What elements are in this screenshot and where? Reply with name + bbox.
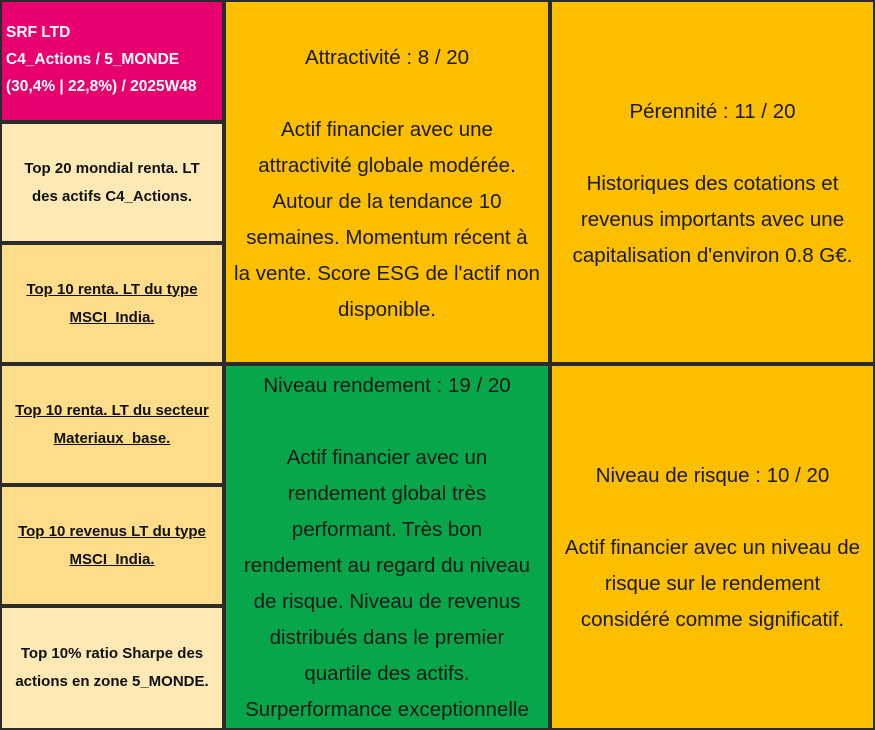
risque-text-line: considéré comme significatif. bbox=[580, 608, 845, 631]
panel-rendement bbox=[224, 364, 550, 730]
tag-line[interactable]: Materiaux_base. bbox=[53, 429, 171, 447]
risque-heading: Niveau de risque : 10 / 20 bbox=[595, 464, 830, 487]
rendement-text-line: rendement au regard du niveau bbox=[243, 554, 531, 577]
risque-text-line: Actif financier avec un niveau de bbox=[564, 536, 861, 559]
tag-line: des actifs C4_Actions. bbox=[31, 187, 193, 205]
rendement-text-line: rendement global très bbox=[287, 482, 487, 505]
tag-line[interactable]: MSCI_India. bbox=[69, 550, 155, 568]
risque-text-line: risque sur le rendement bbox=[604, 572, 821, 595]
tag-line[interactable]: MSCI_India. bbox=[69, 308, 155, 326]
attractivite-text-line: attractivité globale modérée. bbox=[258, 154, 516, 177]
rendement-text-line: performant. Très bon bbox=[291, 518, 483, 541]
attractivite-text-line: Actif financier avec une bbox=[281, 118, 493, 141]
rendement-heading: Niveau rendement : 19 / 20 bbox=[263, 374, 511, 397]
rendement-text-line: distribués dans le premier bbox=[269, 626, 505, 649]
attractivite-text-line: la vente. Score ESG de l'actif non bbox=[234, 262, 540, 285]
rendement-text-line: Actif financier avec un bbox=[286, 446, 488, 469]
tag-top10-secteur-link[interactable] bbox=[0, 364, 224, 485]
asset-category: C4_Actions / 5_MONDE bbox=[6, 51, 180, 68]
attractivite-text-line: semaines. Momentum récent à bbox=[246, 226, 528, 249]
perennite-text-line: Historiques des cotations et bbox=[586, 172, 839, 195]
tag-top10-revenus-link[interactable] bbox=[0, 485, 224, 606]
tag-line: actions en zone 5_MONDE. bbox=[15, 673, 209, 690]
panel-risque bbox=[550, 364, 875, 730]
tag-top10-type-link[interactable] bbox=[0, 243, 224, 364]
perennite-text-line: revenus importants avec une bbox=[580, 208, 845, 231]
perennite-heading: Pérennité : 11 / 20 bbox=[629, 100, 796, 123]
rendement-text-line: Surperformance exceptionnelle bbox=[245, 698, 529, 721]
tag-line: Top 10% ratio Sharpe des bbox=[20, 645, 204, 662]
tag-line[interactable]: Top 10 revenus LT du type bbox=[18, 522, 206, 540]
tag-line[interactable]: Top 10 renta. LT du secteur bbox=[15, 401, 209, 419]
attractivite-heading: Attractivité : 8 / 20 bbox=[304, 46, 470, 69]
tag-top20-mondial bbox=[0, 122, 224, 243]
perennite-text-line: capitalisation d'environ 0.8 G€. bbox=[572, 244, 853, 267]
rendement-text-line: quartile des actifs. bbox=[304, 662, 470, 685]
panel-attractivite bbox=[224, 0, 550, 364]
attractivite-text-line: Autour de la tendance 10 bbox=[272, 190, 502, 213]
asset-name: SRF LTD bbox=[6, 24, 71, 41]
attractivite-text-line: disponible. bbox=[337, 298, 436, 321]
tag-line[interactable]: Top 10 renta. LT du type bbox=[26, 280, 198, 298]
panel-perennite bbox=[550, 0, 875, 364]
tag-line: Top 20 mondial renta. LT bbox=[24, 159, 200, 177]
asset-performance: (30,4% | 22,8%) / 2025W48 bbox=[6, 78, 197, 95]
rendement-text-line: de risque. Niveau de revenus bbox=[253, 590, 521, 613]
asset-title-block bbox=[0, 0, 224, 122]
tag-top10-sharpe bbox=[0, 606, 224, 730]
